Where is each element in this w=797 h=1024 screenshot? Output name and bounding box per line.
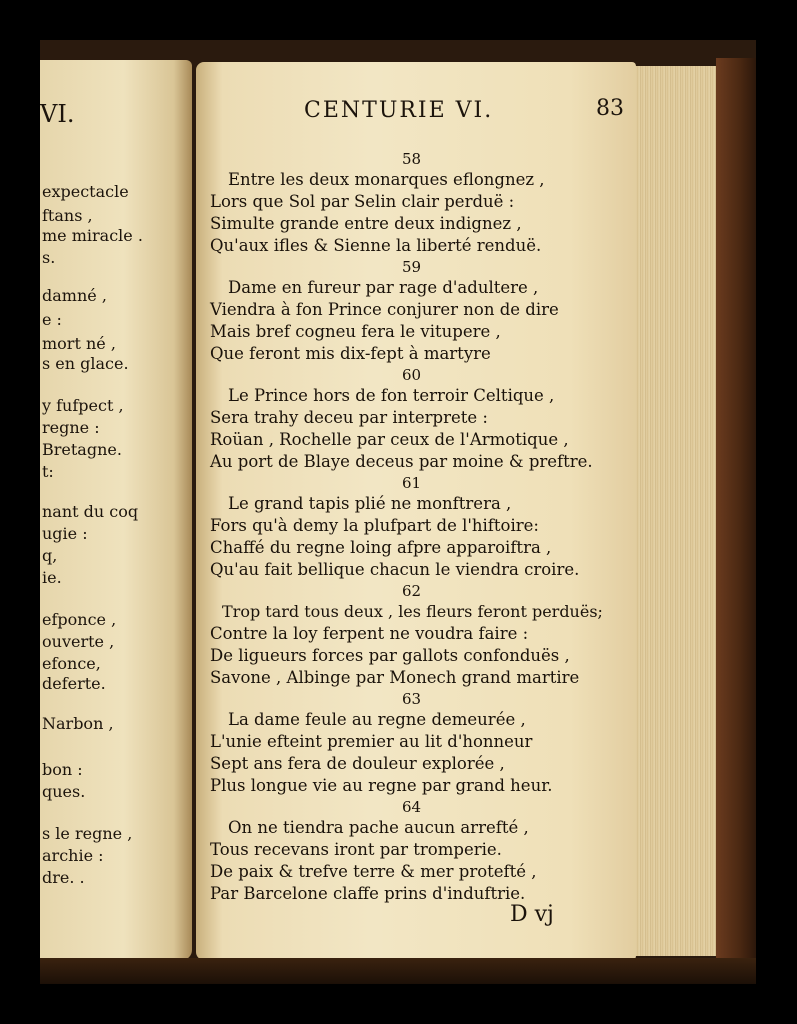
- left-line: bon :: [42, 760, 83, 779]
- left-line: dre. .: [42, 868, 85, 887]
- page-edges: [636, 66, 722, 956]
- left-line: Bretagne.: [42, 440, 122, 459]
- left-line: damné ,: [42, 286, 107, 305]
- left-line: mort né ,: [42, 334, 116, 353]
- left-line: q,: [42, 546, 58, 565]
- book-bottom: [40, 958, 756, 984]
- left-line: s le regne ,: [42, 824, 133, 843]
- book-cover: [716, 58, 756, 963]
- left-line: ie.: [42, 568, 62, 587]
- right-page: [196, 62, 636, 960]
- left-line: e :: [42, 310, 62, 329]
- left-line: s.: [42, 248, 56, 267]
- verse-line: Le Prince hors de fon terroir Celtique ,: [228, 386, 555, 405]
- verse-line: Mais bref cogneu fera le vitupere ,: [210, 322, 501, 341]
- left-line: ugie :: [42, 524, 88, 543]
- left-running-head: VI.: [40, 100, 75, 128]
- left-line: regne :: [42, 418, 100, 437]
- book-scan: [40, 40, 756, 984]
- left-line: y fufpect ,: [42, 396, 124, 415]
- verse-line: Entre les deux monarques eflongnez ,: [228, 170, 545, 189]
- verse-line: Au port de Blaye deceus par moine & preftre.: [210, 452, 593, 471]
- left-line: Narbon ,: [42, 714, 114, 733]
- verse-line: Simulte grande entre deux indignez ,: [210, 214, 522, 233]
- verse-line: Que feront mis dix-fept à martyre: [210, 344, 491, 363]
- left-line: s en glace.: [42, 354, 129, 373]
- left-line: ftans ,: [42, 206, 93, 225]
- left-page: [40, 60, 192, 960]
- verse-line: Savone , Albinge par Monech grand martire: [210, 668, 580, 687]
- left-line: expectacle: [42, 182, 129, 201]
- verse-line: Sept ans fera de douleur explorée ,: [210, 754, 505, 773]
- verse-line: Contre la loy ferpent ne voudra faire :: [210, 624, 529, 643]
- verse-line: Roüan , Rochelle par ceux de l'Armotique ,: [210, 430, 569, 449]
- verse-line: Chaffé du regne loing afpre apparoiftra ,: [210, 538, 552, 557]
- quatrain-block: [196, 62, 636, 960]
- verse-line: La dame feule au regne demeurée ,: [228, 710, 526, 729]
- quatrain-number: 59: [402, 258, 422, 276]
- quatrain-number: 64: [402, 798, 422, 816]
- verse-line: Lors que Sol par Selin clair perduë :: [210, 192, 515, 211]
- verse-line: Par Barcelone claffe prins d'induftrie.: [210, 884, 526, 903]
- left-line: deferte.: [42, 674, 106, 693]
- verse-line: De ligueurs forces par gallots confonduës ,: [210, 646, 570, 665]
- left-line: efonce,: [42, 654, 101, 673]
- verse-line: Trop tard tous deux , les fleurs feront perduës;: [222, 602, 603, 621]
- quatrain-number: 63: [402, 690, 422, 708]
- verse-line: Le grand tapis plié ne monftrera ,: [228, 494, 512, 513]
- quatrain-number: 58: [402, 150, 422, 168]
- left-line: ouverte ,: [42, 632, 115, 651]
- signature-mark: D vj: [510, 902, 554, 927]
- verse-line: Fors qu'à demy la plufpart de l'hiftoire:: [210, 516, 539, 535]
- running-head: CENTURIE VI.: [304, 98, 494, 123]
- verse-line: Dame en fureur par rage d'adultere ,: [228, 278, 539, 297]
- quatrain-number: 62: [402, 582, 422, 600]
- verse-line: Qu'au fait bellique chacun le viendra croire.: [210, 560, 580, 579]
- left-line: me miracle .: [42, 226, 143, 245]
- left-line: nant du coq: [42, 502, 139, 521]
- left-line: t:: [42, 462, 54, 481]
- left-line: efponce ,: [42, 610, 117, 629]
- verse-line: Viendra à fon Prince conjurer non de dire: [210, 300, 559, 319]
- quatrain-number: 60: [402, 366, 422, 384]
- quatrain-number: 61: [402, 474, 422, 492]
- verse-line: L'unie efteint premier au lit d'honneur: [210, 732, 533, 751]
- verse-line: Plus longue vie au regne par grand heur.: [210, 776, 553, 795]
- left-line: archie :: [42, 846, 104, 865]
- verse-line: Qu'aux ifles & Sienne la liberté renduë.: [210, 236, 542, 255]
- verse-line: Sera trahy deceu par interprete :: [210, 408, 488, 427]
- verse-line: De paix & trefve terre & mer protefté ,: [210, 862, 537, 881]
- left-line: ques.: [42, 782, 86, 801]
- verse-line: On ne tiendra pache aucun arrefté ,: [228, 818, 529, 837]
- page-number: 83: [596, 96, 624, 121]
- verse-line: Tous recevans iront par tromperie.: [210, 840, 502, 859]
